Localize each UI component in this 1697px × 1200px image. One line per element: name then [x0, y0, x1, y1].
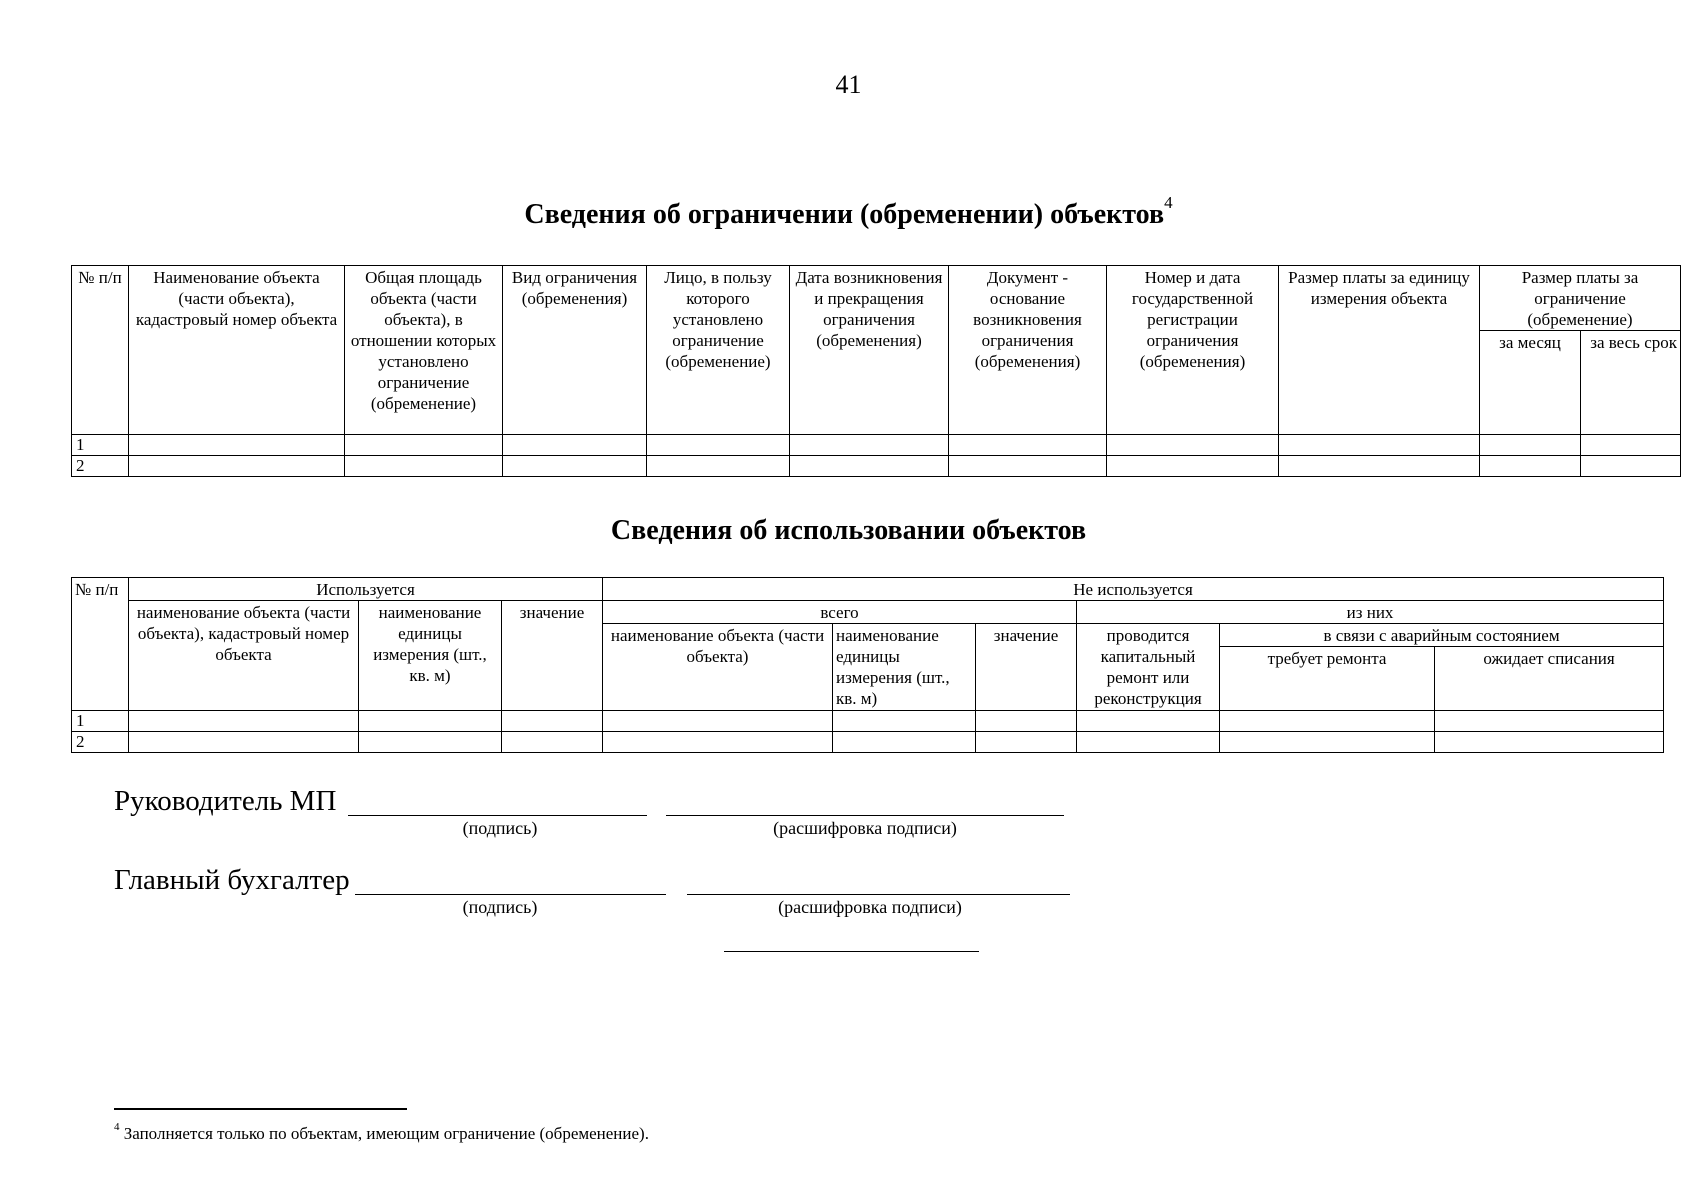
header-num: № п/п: [72, 266, 129, 435]
footnote-reference-mark: 4: [1164, 193, 1173, 212]
table-cell[interactable]: [1220, 732, 1435, 753]
header-total-object-name: наименование объекта (части объекта): [603, 624, 833, 711]
table-cell[interactable]: [1077, 732, 1220, 753]
closing-separator-line: [724, 951, 979, 952]
footnote-mark: 4: [114, 1121, 120, 1133]
accountant-signature-line[interactable]: [355, 894, 666, 895]
header-basis-document: Документ - основание возникновения ограничения (обременения): [949, 266, 1107, 435]
table-cell[interactable]: [790, 456, 949, 477]
header-object-name: Наименование объекта (части объекта), кадастровый номер объекта: [129, 266, 345, 435]
director-decoding-caption: (расшифровка подписи): [773, 818, 957, 838]
table-cell[interactable]: [503, 456, 647, 477]
header-emergency: в связи с аварийным состоянием: [1220, 624, 1664, 647]
table-cell[interactable]: [502, 732, 603, 753]
header-area: Общая площадь объекта (части объекта), в отношении которых установлено ограничение (обременение): [345, 266, 503, 435]
table-cell[interactable]: [1077, 711, 1220, 732]
table-cell[interactable]: [359, 711, 502, 732]
table-cell[interactable]: [345, 456, 503, 477]
director-signature-caption: (подпись): [462, 818, 538, 838]
table-cell[interactable]: [949, 435, 1107, 456]
header-registration: Номер и дата государственной регистрации ограничения (обременения): [1107, 266, 1279, 435]
header-needs-repair: требует ремонта: [1220, 647, 1435, 711]
header-unit-fee: Размер платы за единицу измерения объекта: [1279, 266, 1480, 435]
director-name-line[interactable]: [666, 815, 1064, 816]
table-cell[interactable]: [647, 456, 790, 477]
table-cell[interactable]: [1581, 456, 1681, 477]
header-encumbrance-type: Вид ограничения (обременения): [503, 266, 647, 435]
row-number: 1: [72, 711, 129, 732]
table-cell[interactable]: [790, 435, 949, 456]
encumbrance-title-text: Сведения об ограничении (обременении) объектов: [524, 199, 1165, 230]
header-total-unit: наименование единицы измерения (шт., кв. м): [833, 624, 976, 711]
encumbrance-section-title: [0, 193, 1697, 231]
table-cell[interactable]: [1107, 456, 1279, 477]
header-per-month: за месяц: [1480, 331, 1581, 435]
header-awaits-writeoff: ожидает списания: [1435, 647, 1664, 711]
table-row: [72, 435, 1681, 456]
table-cell[interactable]: [503, 435, 647, 456]
header-used: Используется: [129, 578, 603, 601]
table-cell[interactable]: [833, 732, 976, 753]
footnote-text: Заполняется только по объектам, имеющим ограничение (обременение).: [123, 1124, 649, 1143]
table-cell[interactable]: [603, 711, 833, 732]
header-full-term: за весь срок: [1581, 331, 1681, 435]
header-of-which: из них: [1077, 601, 1664, 624]
table-cell[interactable]: [129, 711, 359, 732]
page-number: 41: [835, 70, 862, 99]
header-not-used: Не используется: [603, 578, 1664, 601]
header-used-value: значение: [502, 601, 603, 711]
header-used-object-name: наименование объекта (части объекта), кадастровый номер объекта: [129, 601, 359, 711]
table-cell[interactable]: [976, 732, 1077, 753]
row-number: 2: [72, 456, 129, 477]
table-cell[interactable]: [1581, 435, 1681, 456]
table-cell[interactable]: [949, 456, 1107, 477]
footnote: [114, 1121, 649, 1144]
footnote-separator: [114, 1108, 407, 1110]
table-cell[interactable]: [129, 456, 345, 477]
table-row: [72, 732, 1664, 753]
accountant-label: Главный бухгалтер: [114, 864, 350, 896]
table-cell[interactable]: [1279, 456, 1480, 477]
table-row: [72, 456, 1681, 477]
table-cell[interactable]: [976, 711, 1077, 732]
table-cell[interactable]: [502, 711, 603, 732]
row-number: 2: [72, 732, 129, 753]
usage-table: [71, 577, 1664, 753]
table-cell[interactable]: [1279, 435, 1480, 456]
table-cell[interactable]: [1107, 435, 1279, 456]
header-num: № п/п: [72, 578, 129, 711]
table-cell[interactable]: [1435, 711, 1664, 732]
table-cell[interactable]: [833, 711, 976, 732]
accountant-signature-caption: (подпись): [462, 897, 538, 917]
header-beneficiary: Лицо, в пользу которого установлено ограничение (обременение): [647, 266, 790, 435]
accountant-decoding-caption: (расшифровка подписи): [778, 897, 962, 917]
table-cell[interactable]: [345, 435, 503, 456]
table-cell[interactable]: [359, 732, 502, 753]
table-cell[interactable]: [647, 435, 790, 456]
header-capital-repair: проводится капитальный ремонт или реконструкция: [1077, 624, 1220, 711]
accountant-name-line[interactable]: [687, 894, 1070, 895]
director-signature-line[interactable]: [348, 815, 647, 816]
header-total: всего: [603, 601, 1077, 624]
table-cell[interactable]: [1435, 732, 1664, 753]
header-total-value: значение: [976, 624, 1077, 711]
header-used-unit: наименование единицы измерения (шт., кв. м): [359, 601, 502, 711]
table-cell[interactable]: [129, 435, 345, 456]
row-number: 1: [72, 435, 129, 456]
table-cell[interactable]: [1480, 456, 1581, 477]
table-cell[interactable]: [129, 732, 359, 753]
table-row: [72, 711, 1664, 732]
header-total-fee: Размер платы за ограничение (обременение): [1480, 266, 1681, 331]
table-cell[interactable]: [1480, 435, 1581, 456]
encumbrance-table: [71, 265, 1681, 477]
usage-section-title: Сведения об использовании объектов: [610, 515, 1087, 546]
table-cell[interactable]: [1220, 711, 1435, 732]
director-label: Руководитель МП: [114, 785, 337, 817]
header-dates: Дата возникновения и прекращения ограничения (обременения): [790, 266, 949, 435]
table-cell[interactable]: [603, 732, 833, 753]
